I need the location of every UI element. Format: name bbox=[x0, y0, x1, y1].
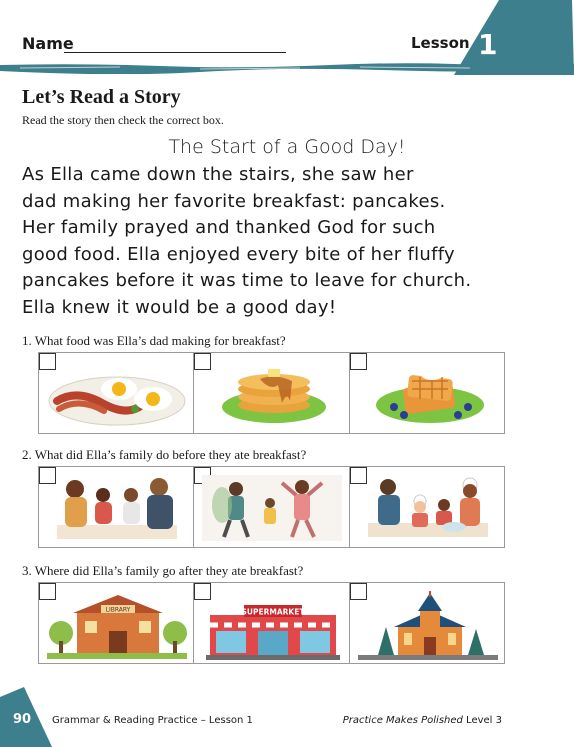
answer-option[interactable] bbox=[194, 467, 349, 547]
story-text bbox=[22, 162, 567, 321]
family-stretching-icon bbox=[202, 475, 342, 541]
story-title: The Start of a Good Day! bbox=[168, 136, 406, 158]
question-1-text: 1. What food was Ella’s dad making for breakfast? bbox=[22, 333, 286, 348]
church-building-icon bbox=[358, 591, 498, 661]
question-3-text: 3. Where did Ella’s family go after they ate breakfast? bbox=[22, 563, 304, 578]
eggs-and-bacon-icon bbox=[47, 361, 187, 427]
supermarket-sign: SUPERMARKET bbox=[241, 607, 305, 617]
question-2-text: 2. What did Ella’s family do before they ate breakfast? bbox=[22, 447, 307, 462]
library-sign: LIBRARY bbox=[105, 606, 131, 614]
answer-row-2 bbox=[38, 466, 505, 548]
family-praying-icon bbox=[47, 475, 187, 541]
footer-left-text: Grammar & Reading Practice – Lesson 1 bbox=[52, 715, 253, 726]
answer-row-3 bbox=[38, 582, 505, 664]
answer-option[interactable] bbox=[39, 467, 194, 547]
answer-option[interactable] bbox=[194, 353, 349, 433]
story-line: Her family prayed and thanked God for such bbox=[22, 217, 436, 238]
page-number: 90 bbox=[13, 712, 32, 727]
waffles-icon bbox=[358, 361, 498, 427]
answer-option[interactable] bbox=[350, 583, 504, 663]
answer-option[interactable] bbox=[350, 353, 504, 433]
answer-option[interactable] bbox=[39, 583, 194, 663]
supermarket-building-icon bbox=[202, 591, 342, 661]
library-building-icon bbox=[47, 591, 187, 661]
pancakes-icon bbox=[202, 361, 342, 427]
answer-row-1 bbox=[38, 352, 505, 434]
name-label: Name bbox=[22, 34, 74, 53]
story-line: Ella knew it would be a good day! bbox=[22, 296, 337, 318]
story-line: As Ella came down the stairs, she saw her bbox=[22, 164, 414, 185]
footer-level: Level 3 bbox=[462, 715, 502, 726]
section-title: Let’s Read a Story bbox=[22, 86, 181, 108]
answer-option[interactable] bbox=[350, 467, 504, 547]
story-line: pancakes before it was time to leave for church. bbox=[22, 270, 472, 291]
header-brush-line bbox=[0, 62, 574, 74]
family-baking-icon bbox=[358, 475, 498, 541]
story-line: good food. Ella enjoyed every bite of her fluffy bbox=[22, 243, 456, 265]
footer-series-name: Practice Makes Polished bbox=[342, 715, 463, 726]
lesson-number: 1 bbox=[478, 28, 498, 61]
name-line[interactable] bbox=[64, 52, 286, 53]
lesson-label: Lesson bbox=[411, 34, 470, 52]
instructions: Read the story then check the correct box. bbox=[22, 113, 224, 127]
answer-option[interactable] bbox=[39, 353, 194, 433]
story-line: dad making her favorite breakfast: pancakes. bbox=[22, 190, 446, 212]
answer-option[interactable] bbox=[194, 583, 349, 663]
footer-right-text bbox=[343, 715, 502, 726]
